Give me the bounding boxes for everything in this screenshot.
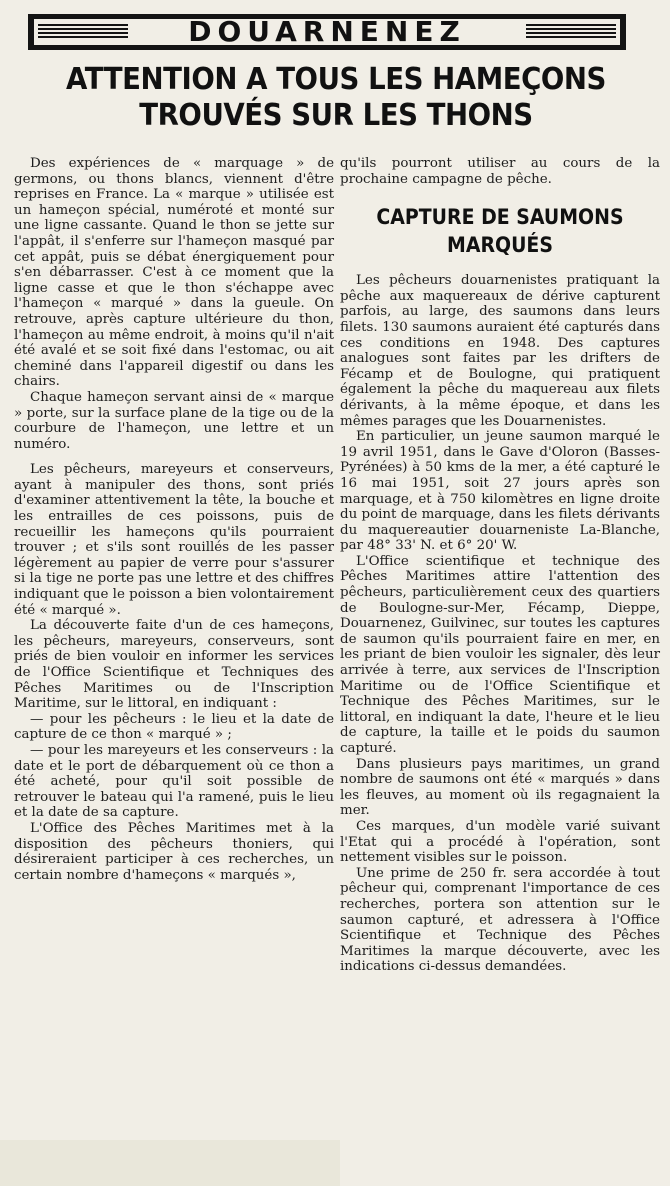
paragraph: En particulier, un jeune saumon marqué le 19 avril 1951, dans le Gave d'Oloron (Basses-Pyrénées) à 50 kms de la mer, a été capturé le 16 mai 1951, soit 27 jours après son marquage, et à 750 kilomètres en ligne droite du point de marquage, dans les filets dérivants du maquereautier douarneniste La-Blanche, par 48° 33' N. et 6° 20' W.	[340, 429, 660, 554]
paragraph: Des expériences de « marquage » de germons, ou thons blancs, viennent d'être reprises en France. La « marque » utilisée est un hameçon spécial, numéroté et monté sur une ligne cassante. Quand le thon se jette sur l'appât, il s'enferre sur l'hameçon masqué par cet appât, puis se débat énergiquement pour s'en débarrasser. C'est à ce moment que la ligne casse et que le thon s'échappe avec l'hameçon « marqué » dans la gueule. On retrouve, après capture ultérieure du thon, l'hameçon au même endroit, à moins qu'il n'ait été avalé et se soit fixé dans l'estomac, ou ait cheminé dans l'appareil digestif ou dans les chairs.	[14, 156, 334, 390]
article-headline: ATTENTION A TOUS LES HAMEÇONS TROUVÉS SUR LES THONS	[66, 62, 606, 133]
article-column-2	[340, 156, 660, 975]
banner-stripes-right	[526, 24, 616, 40]
paragraph: qu'ils pourront utiliser au cours de la prochaine campagne de pêche.	[340, 156, 660, 187]
paragraph: Une prime de 250 fr. sera accordée à tout pêcheur qui, comprenant l'importance de ces recherches, portera son attention sur le saumon capturé, et adressera à l'Office Scientifique et Technique des Pêches Maritimes la marque découverte, avec les indications ci-dessus demandées.	[340, 865, 660, 975]
paragraph: L'Office des Pêches Maritimes met à la disposition des pêcheurs thoniers, qui désireraient participer à ces recherches, un certain nombre d'hameçons « marqués »,	[14, 820, 334, 883]
blank-corner	[0, 1140, 340, 1186]
paragraph: — pour les mareyeurs et les conserveurs : la date et le port de débarquement où ce thon a été acheté, pour qu'il soit possible de retrouver le bateau qui l'a ramené, puis le lieu et la date de sa capture.	[14, 742, 334, 821]
paragraph: La découverte faite d'un de ces hameçons, les pêcheurs, mareyeurs, conserveurs, sont priés de bien vouloir en informer les services de l'Office Scientifique et Techniques des Pêches Maritimes ou de l'Inscription Maritime, sur le littoral, en indiquant :	[14, 618, 334, 712]
section-banner	[28, 14, 626, 50]
paragraph: Les pêcheurs douarnenistes pratiquant la pêche aux maquereaux de dérive capturent parfois, au large, des saumons dans leurs filets. 130 saumons auraient été capturés dans ces conditions en 1948. Des captures analogues sont faites par les drifters de Fécamp et de Boulogne, qui pratiquent également la pêche du maquereau aux filets dérivants, à la même époque, et dans les mêmes parages que les Douarnenistes.	[340, 273, 660, 429]
paragraph: Ces marques, d'un modèle varié suivant l'Etat qui a procédé à l'opération, sont nettement visibles sur le poisson.	[340, 818, 660, 866]
paragraph: — pour les pêcheurs : le lieu et la date de capture de ce thon « marqué » ;	[14, 711, 334, 743]
paragraph: Dans plusieurs pays maritimes, un grand nombre de saumons ont été « marqués » dans les fleuves, au moment où ils regagnaient la mer.	[340, 756, 660, 819]
paragraph: Chaque hameçon servant ainsi de « marque » porte, sur la surface plane de la tige ou de la courbure de l'hameçon, une lettre et un numéro.	[14, 389, 334, 452]
article-subheading: CAPTURE DE SAUMONS MARQUÉS	[376, 205, 624, 258]
article-column-1	[14, 156, 334, 883]
banner-stripes-left	[38, 24, 128, 40]
paragraph: Les pêcheurs, mareyeurs et conserveurs, ayant à manipuler des thons, sont priés d'examiner attentivement la tête, la bouche et les entrailles de ces poissons, puis de recueillir les hameçons qu'ils pourraient trouver ; et s'ils sont rouillés de les passer légèrement au papier de verre pour s'assurer si la tige ne porte pas une lettre et des chiffres indiquant que le poisson a bien volontairement été « marqué ».	[14, 462, 334, 618]
paragraph: L'Office scientifique et technique des Pêches Maritimes attire l'attention des pêcheurs, particulièrement ceux des quartiers de Boulogne-sur-Mer, Fécamp, Dieppe, Douarnenez, Guilvinec, sur toutes les captures de saumon qu'ils pourraient faire en mer, en les priant de bien vouloir les signaler, dès leur arrivée à terre, aux services de l'Inscription Maritime ou de l'Office Scientifique et Technique des Pêches Maritimes, sur le littoral, en indiquant la date, l'heure et le lieu de capture, la taille et le poids du saumon capturé.	[340, 553, 660, 756]
section-banner-inner	[34, 15, 620, 48]
section-title: DOUARNENEZ	[178, 19, 476, 45]
